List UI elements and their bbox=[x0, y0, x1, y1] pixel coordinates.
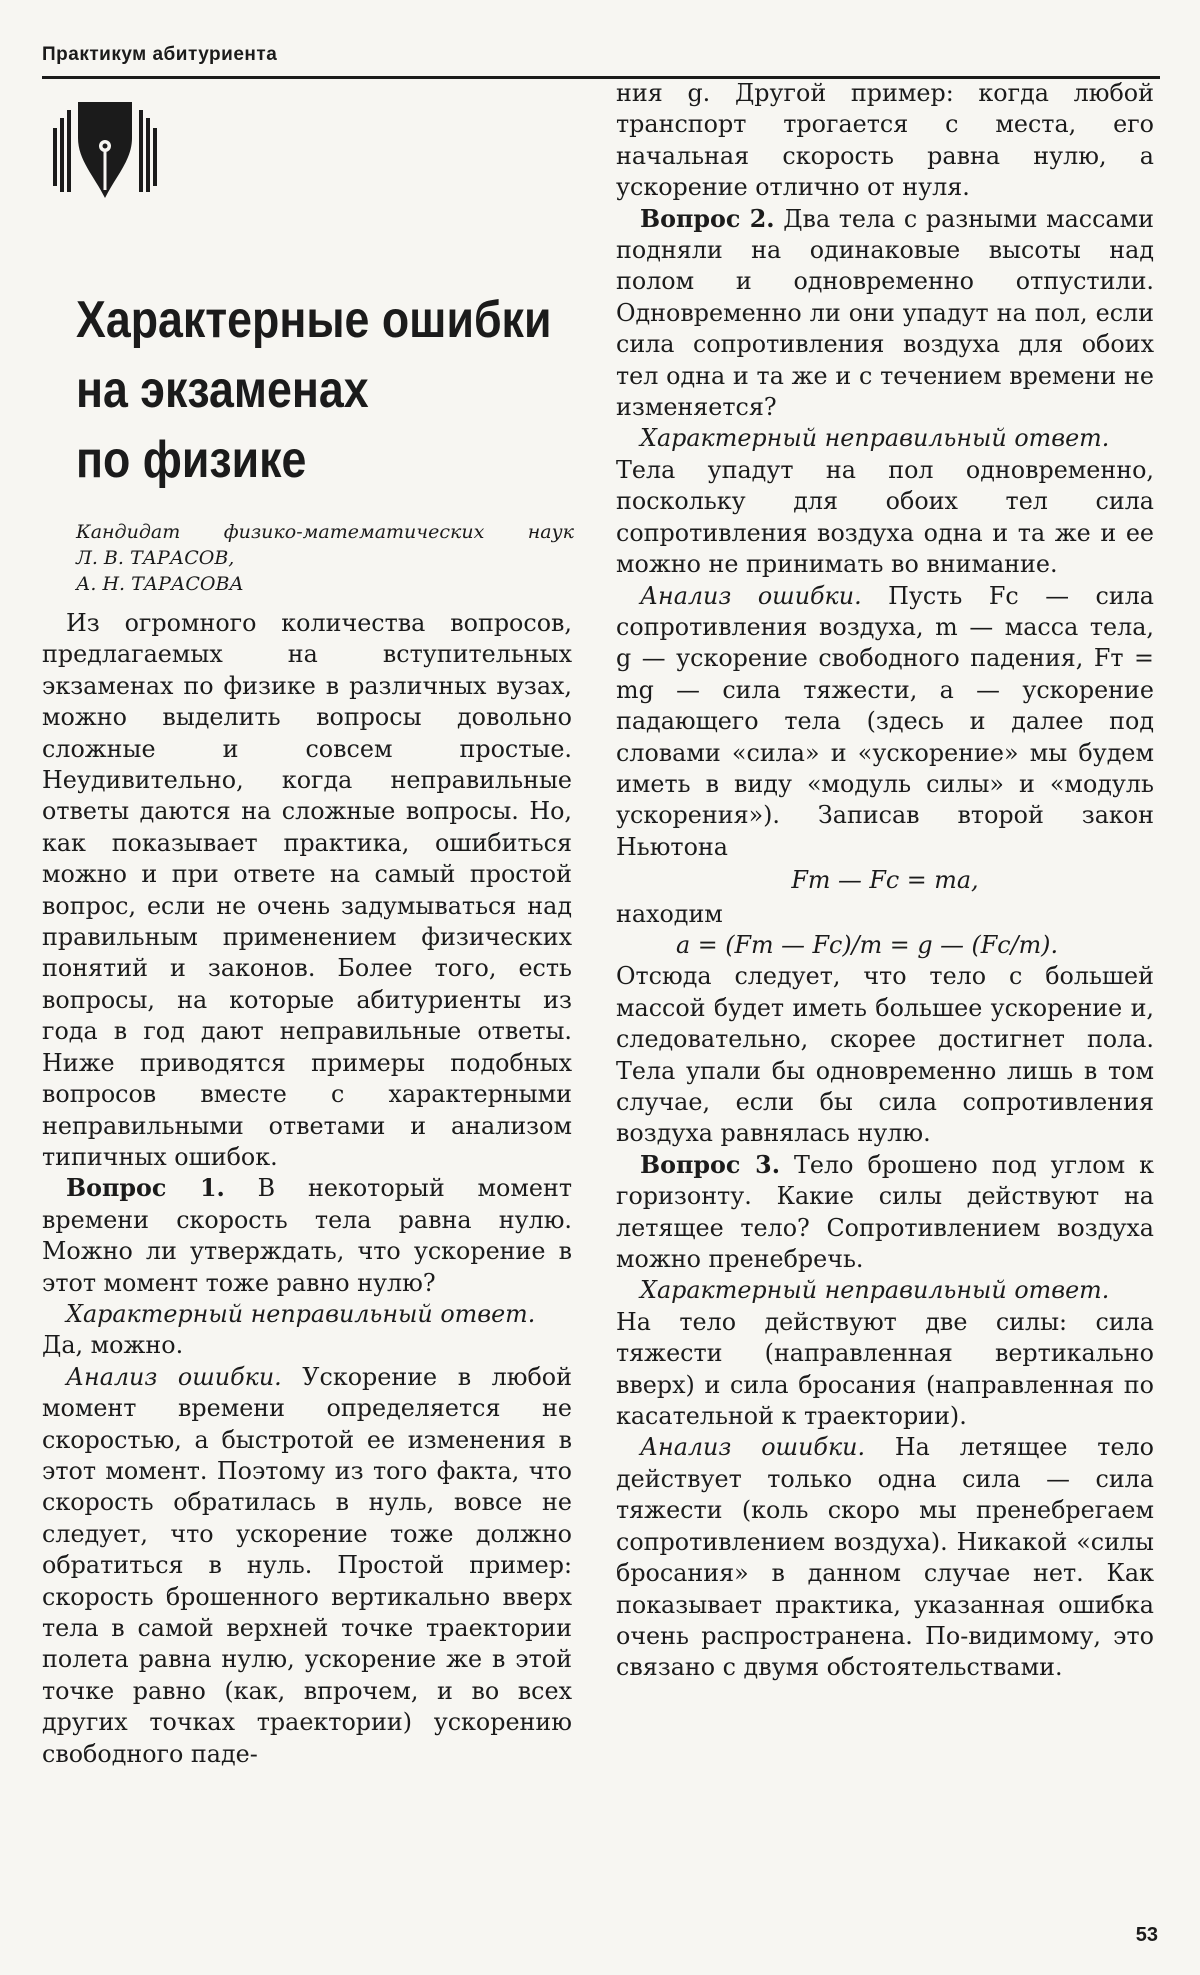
wrong-answer-label: Характерный неправильный ответ. bbox=[66, 1299, 536, 1328]
intro-paragraph: Из огромного количества вопросов, предлагаемых на вступительных экзаменах по физике в различных вузах, можно выделить вопросы довольно сложные и совсем простые. Неудивительно, когда неправильные ответы даются на сложные вопросы. Но, как показывает практика, ошибиться можно и при ответе на самый простой вопрос, если не очень задумываться над правильным применением физических понятий и законов. Более того, есть вопросы, на которые абитуриенты из года в год дают неправильные ответы. Ниже приводятся примеры подобных вопросов вместе с характерными неправильными ответами и анализом типичных ошибок. bbox=[42, 609, 572, 1171]
question-label: Вопрос 2. bbox=[640, 204, 775, 233]
section-header: Практикум абитуриента bbox=[42, 44, 278, 65]
analysis-2 bbox=[616, 581, 1154, 864]
title-line: на экзаменах bbox=[76, 361, 369, 419]
continuation-paragraph: ния g. Другой пример: когда любой транспорт трогается с места, его начальная скорость равна нулю, а ускорение отлично от нуля. bbox=[616, 79, 1154, 202]
wrong-answer-label: Характерный неправильный ответ. bbox=[640, 1276, 1110, 1305]
conclusion-paragraph: Отсюда следует, что тело с большей массой будет иметь большее ускорение и, следовательно, скорее достигнет пола. Тела упали бы одновременно лишь в том случае, если бы сила сопротивления воздуха равнялась нулю. bbox=[616, 962, 1154, 1148]
formula-newton: Fт — Fс = ma, bbox=[791, 866, 979, 895]
wrong-answer-label: Характерный неправильный ответ. bbox=[640, 424, 1110, 453]
analysis-3 bbox=[616, 1432, 1154, 1683]
page-number: 53 bbox=[1135, 1924, 1158, 1946]
finding-label: находим bbox=[616, 899, 723, 928]
author-name: Л. В. ТАРАСОВ, bbox=[76, 547, 235, 569]
question-label: Вопрос 1. bbox=[66, 1174, 225, 1203]
question-1 bbox=[42, 1173, 572, 1299]
analysis-label: Анализ ошибки. bbox=[640, 581, 862, 610]
analysis-text: Ускорение в любой момент времени определяется не скоростью, а быстротой ее изменения в этот момент. Поэтому из того факта, что скорость обратилась в нуль, вовсе не следует, что ускорение тоже должно обратиться в нуль. Простой пример: скорость брошенного вертикально вверх тела в самой верхней точке траектории полета равна нулю, ускорение же в этой точке равно (как, впрочем, и во всех других точках траектории) ускорению свободного паде- bbox=[42, 1362, 572, 1768]
analysis-1 bbox=[42, 1362, 572, 1770]
title-line: Характерные ошибки bbox=[76, 291, 552, 349]
wrong-answer-3 bbox=[616, 1275, 1154, 1432]
right-column bbox=[616, 78, 1154, 1684]
question-text: Два тела с разными массами подняли на одинаковые высоты над полом и одновременно отпустили. Одновременно ли они упадут на пол, если сила сопротивления воздуха для обоих тел одна и та же и с течением времени не изменяется? bbox=[616, 204, 1154, 422]
analysis-text: На летящее тело действует только одна сила — сила тяжести (коль скоро мы пренебрегаем сопротивлением воздуха). Никакой «силы бросания» в данном случае нет. Как показывает практика, указанная ошибка очень распространена. По-видимому, это связано с двумя обстоятельствами. bbox=[616, 1433, 1154, 1682]
wrong-answer-text: Тела упадут на пол одновременно, поскольку для обоих тел сила сопротивления воздуха одна и та же и ее можно не принимать во внимание. bbox=[616, 455, 1154, 579]
author-degree: Кандидат физико-математических наук bbox=[76, 521, 574, 543]
left-column bbox=[42, 608, 572, 1770]
analysis-text: Пусть Fс — сила сопротивления воздуха, m — масса тела, g — ускорение свободного падения, Fт = mg — сила тяжести, a — ускорение падающего тела (здесь и далее под словами «сила» и «ускорение» мы будем иметь в виду «модуль силы» и «модуль ускорения»). Записав второй закон Ньютона bbox=[616, 581, 1154, 861]
formula-acceleration: a = (Fт — Fс)/m = g — (Fс/m). bbox=[676, 930, 1059, 959]
question-text: Тело брошено под углом к горизонту. Какие силы действуют на летящее тело? Сопротивлением воздуха можно пренебречь. bbox=[616, 1150, 1154, 1274]
question-3 bbox=[616, 1150, 1154, 1276]
question-label: Вопрос 3. bbox=[640, 1150, 781, 1179]
wrong-answer-text: На тело действуют две силы: сила тяжести (направленная вертикально вверх) и сила бросания (направленная по касательной к траектории). bbox=[616, 1307, 1154, 1431]
title-line: по физике bbox=[76, 431, 307, 489]
article-title bbox=[76, 285, 552, 495]
question-2 bbox=[616, 204, 1154, 424]
analysis-label: Анализ ошибки. bbox=[640, 1433, 866, 1462]
authors-block bbox=[76, 519, 574, 597]
wrong-answer-2 bbox=[616, 423, 1154, 580]
wrong-answer-1 bbox=[42, 1299, 572, 1362]
analysis-label: Анализ ошибки. bbox=[66, 1362, 282, 1391]
fountain-pen-nib-icon bbox=[50, 98, 160, 208]
wrong-answer-text: Да, можно. bbox=[42, 1331, 184, 1360]
author-name: А. Н. ТАРАСОВА bbox=[76, 573, 244, 595]
question-text: В некоторый момент времени скорость тела равна нулю. Можно ли утверждать, что ускорение в этот момент тоже равно нулю? bbox=[42, 1174, 572, 1297]
